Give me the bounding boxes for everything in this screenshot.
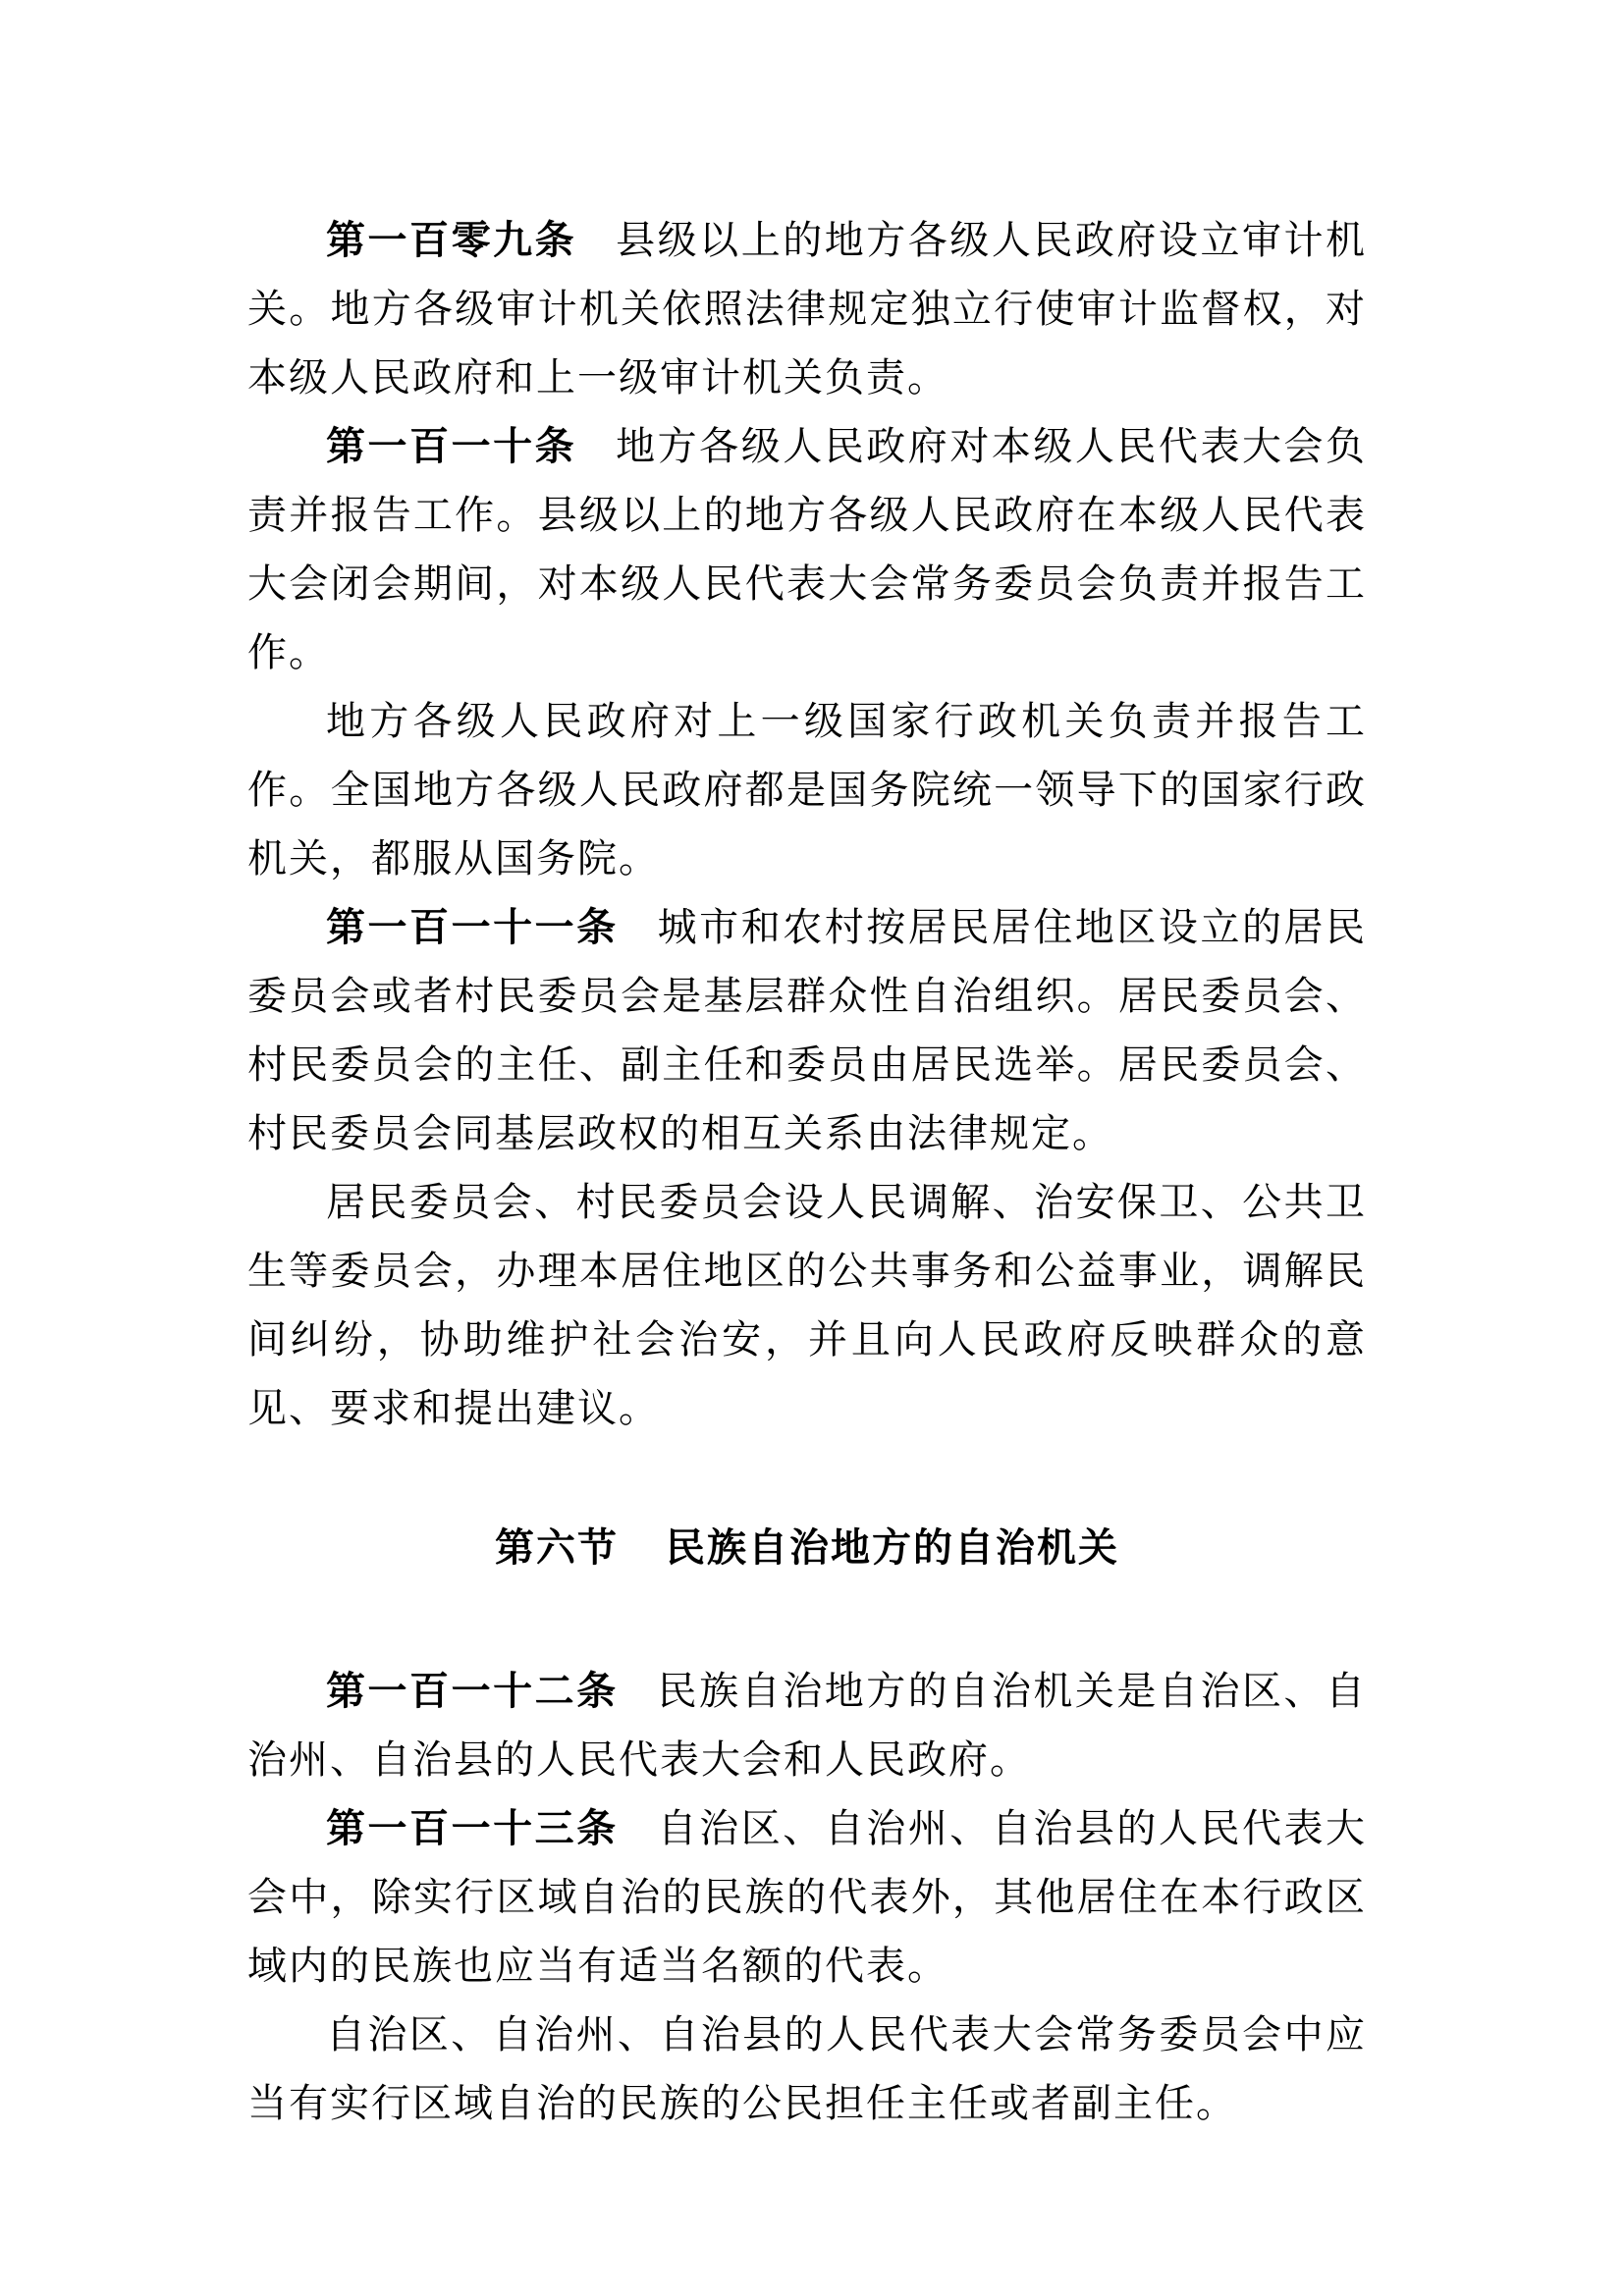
document-page: [247, 206, 1367, 2138]
article-text: 自治区、自治州、自治县的人民代表大会中，除实行区域自治的民族的代表外，其他居住在本行政区域内的民族也应当有适当名额的代表。: [247, 1806, 1368, 1989]
article-110-paragraph-2: [247, 687, 1367, 893]
article-text: 县级以上的地方各级人民政府设立审计机关。地方各级审计机关依照法律规定独立行使审计监督权，对本级人民政府和上一级审计机关负责。: [247, 218, 1368, 400]
article-number: 第一百一十一条: [326, 904, 619, 950]
article-number: 第一百零九条: [326, 217, 577, 263]
article-111-paragraph-2: [247, 1168, 1367, 1443]
article-110: [247, 412, 1367, 687]
article-text: 地方各级人民政府对本级人民代表大会负责并报告工作。县级以上的地方各级人民政府在本级人民代表大会闭会期间，对本级人民代表大会常务委员会负责并报告工作。: [247, 424, 1368, 675]
paragraph-text: 地方各级人民政府对上一级国家行政机关负责并报告工作。全国地方各级人民政府都是国务院统一领导下的国家行政机关，都服从国务院。: [247, 699, 1367, 881]
article-text: 民族自治地方的自治机关是自治区、自治州、自治县的人民代表大会和人民政府。: [247, 1669, 1368, 1783]
article-text: 城市和农村按居民居住地区设立的居民委员会或者村民委员会是基层群众性自治组织。居民委员会、村民委员会的主任、副主任和委员由居民选举。居民委员会、村民委员会同基层政权的相互关系由法律规定。: [247, 905, 1368, 1156]
paragraph-text: 自治区、自治州、自治县的人民代表大会常务委员会中应当有实行区域自治的民族的公民担任主任或者副主任。: [247, 2012, 1367, 2126]
article-113-paragraph-2: [247, 2001, 1367, 2138]
section-number: 第六节: [495, 1524, 619, 1571]
paragraph-text: 居民委员会、村民委员会设人民调解、治安保卫、公共卫生等委员会，办理本居住地区的公共事务和公益事业，调解民间纠纷，协助维护社会治安，并且向人民政府反映群众的意见、要求和提出建议。: [247, 1180, 1367, 1431]
article-112: [247, 1657, 1367, 1794]
section-heading: [247, 1514, 1367, 1582]
article-109: [247, 206, 1367, 412]
article-111: [247, 893, 1367, 1168]
article-113: [247, 1794, 1367, 2001]
article-number: 第一百一十二条: [326, 1668, 619, 1714]
article-number: 第一百一十三条: [326, 1805, 619, 1851]
article-number: 第一百一十条: [326, 423, 577, 469]
section-title: 民族自治地方的自治机关: [666, 1524, 1119, 1571]
